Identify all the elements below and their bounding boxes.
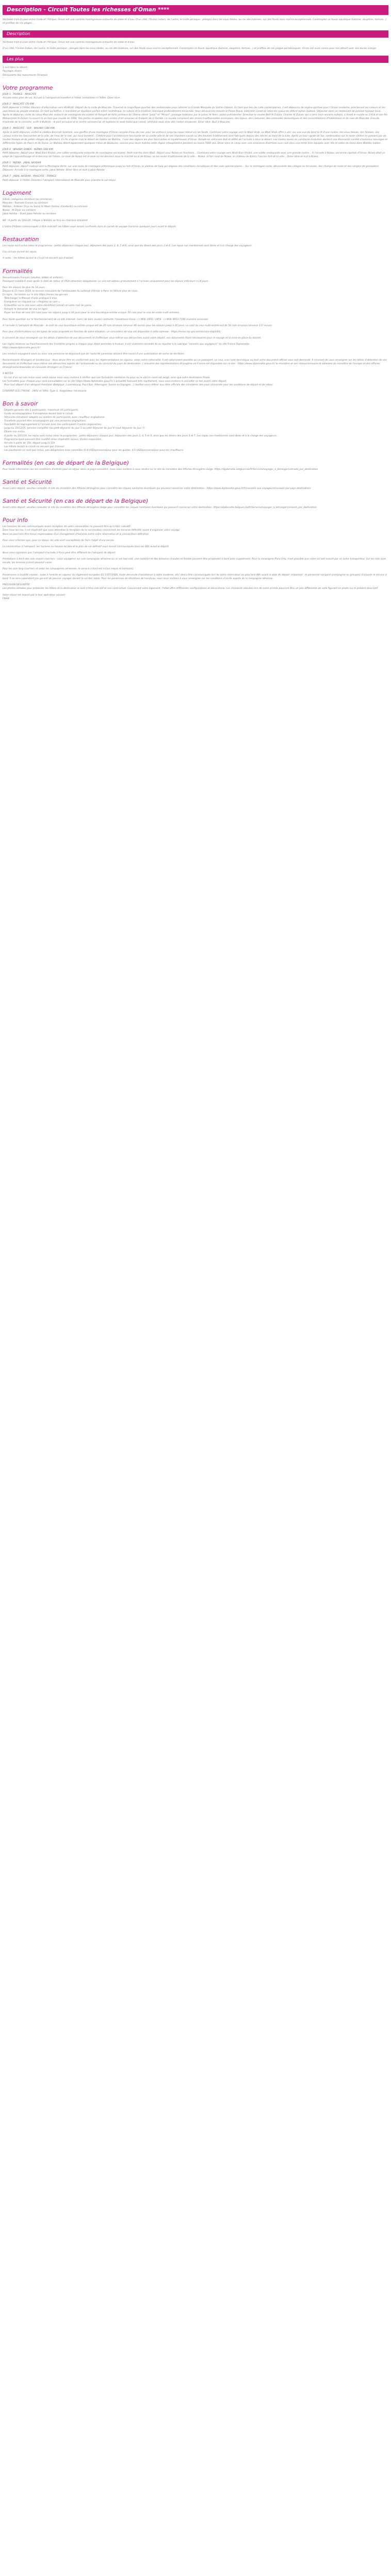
bon-savoir-item: - Possibilité de regroupement à l'arrivée avec des participants d'autres organismes. xyxy=(3,423,102,427)
sante-text: Avant votre départ, veuillez consulter le site du ministère des Affaires étrangères pour connaître les risques sanitaires éventuels qui peuvent concerner votre destination : https://www.diplomatie.gouv.fr/fr/conseils-aux-voyageurs/conseils-par-pays-destination/ xyxy=(3,487,311,490)
bon-savoir-item: - Véhicules climatisés adaptés au nombre de participants, avec chauffeur anglophone. xyxy=(3,416,105,419)
day-title: JOUR 7 : JABAL AKHDAR - MASCATE - FRANCE xyxy=(3,175,57,178)
formalites-belgique-heading: Formalités (en cas de départ de la Belgique) xyxy=(3,460,129,467)
formalites-line: Les règles relatives au franchissement des frontières propres à chaque pays étant amenées à évoluer, il est vivement conseillé de se reporter à la rubrique "conseils aux voyageurs" du site France Diplomatie. xyxy=(3,343,250,346)
formalites-line: - Remplir le demande de visa en ligne xyxy=(3,308,48,311)
logement-line: Mascate : Ramada Encore ou similaire xyxy=(3,201,48,205)
formalites-line: COURANT ELECTRIQUE : 240V et 50Hz. Type G. Adaptateur nécessaire. xyxy=(3,389,87,393)
programme-day xyxy=(3,175,388,182)
pour-info-line: Votre séjour est assuré par le tour opérateur suivant : xyxy=(3,594,67,597)
plus-section-title: Les plus xyxy=(3,56,388,63)
bon-savoir-item: - Guide accompagnateur francophone durant tout le circuit. xyxy=(3,413,74,415)
pour-info-line: Nous vous signalons que l'aéroport d'arrivée à Paris peut être différent de l'aéroport de départ. xyxy=(3,551,116,554)
programme-day xyxy=(3,93,388,100)
diplomatie-link[interactable]: https://www.diplomatie.gouv.fr/ xyxy=(3,346,40,349)
pour-info-line: Les photos utilisées pour présenter les hôtels et la destination le sont à titre indicatif et non contractuel. Concernant votre logement, l'hôtel offre différentes configurations et décorations. Les chambres allouées lors de votre arrivée pourront être un peu différentes de celle figurant en photo sur le présent descriptif. xyxy=(3,587,379,590)
restauration-text: Eau incluse durant les repas. xyxy=(3,251,37,254)
formalites-block xyxy=(3,276,388,393)
logement-line: Jabal Akhdar : Dusit Jabal Akhdar ou similaire xyxy=(3,213,56,215)
day-text: Arrivée selon plan de vol. Accueil à l'aéroport et transfert à l'hôtel. Installation à l'hôtel. Dîner libre. xyxy=(3,96,121,99)
formalites-heading: Formalités xyxy=(3,267,32,275)
logement-note: NB : A partir du 10/1/26, l'étape à Wahiba se fera en chambre standard. xyxy=(3,219,88,223)
restauration-text: Les repas sont inclus selon le programme : petits-déjeuners chaque jour, déjeuners des jours 2, 4, 5 et 6, ainsi que les dîners des jours 3 et 6. Les repas non mentionnés sont libres et à la charge des voyageurs. xyxy=(3,245,253,248)
day-text: Après le petit déjeuner, visitez le célèbre Bimmah Sinkhole, une gouffre d'une montagne d'Oman remplie d'eau de mer, pour les visiteurs jusqu'au repas relevé via les fonds. Continuez votre voyage vers le Wadi Shab. Le Wadi Shab offre à voir, sur une vue du bord le lit d'une rivière, ses eaux bleues, ses falaises, ses canaux entre les fascinantes de la ville, de l'eau de la mer, qui nous bordent... Célèbre pour l'architecture fascinante de sa vieille ville et de ses chantiers navals où des boutres traditionnels sont fabriqués depuis des siècles au bord de la baie. Après un tour rapide de Sur, continuation sur la route côtière en passant par de hautes falaises et de petits villages de pêcheurs. En fin d'après-midi le désert de Sables de Wahiba - l'une des régions les plus fascinantes et mystérieuses d'Oman. Balade en véhicules 4x4 et défilé de l'arrivée à dans le désert. Les vastes dunes en constante évolution abritent une étonnante variété d'animaux sauvages et différentes types de fleurs et de faune. Le Wahiba désiré également quelques tribus de Bédouins, connus pour leurs habiles cette région inhospitalière pendant au moins 7000 ans. Dîner dans le camp avec une ambiance divertisse suivi nuit dans une tente bien équipée avec liés et salles de bains dans Wahiba Sables. xyxy=(3,131,388,145)
bon-savoir-item: - Les pourboires ne sont pas inclus, pas obligatoires mais conseillés (6-8 USD/personne/jour pour les guides, 4-5 USD/personne/jour pour les chauffeurs). xyxy=(3,449,184,452)
formalites-line: - En cas d'un vol non inclus avec votre séjour nous vous invitons à vérifier que vos formalités sanitaires du pays ou le vaccin covid est exigé, ainsi que votre destination finale. xyxy=(3,376,210,379)
plus-list xyxy=(3,66,388,77)
bon-savoir-heading: Bon à savoir xyxy=(3,400,38,407)
day-title: JOUR 3 : MASCATE - SUR - WAHIBA (340 KM) xyxy=(3,127,55,130)
formalites-line: Depuis le 21 mars 2018, le service consulaire de l'ambassade du sultanat d'Oman à Paris ne délivre plus de visas. xyxy=(3,290,138,293)
bon-savoir-item: - Jusqu'au 20/12/25, pension complète (du petit-déjeuner du jour 2 au petit déjeuner du jour 8 (sauf déjeuner du jour 7). xyxy=(3,427,146,430)
bon-savoir-item: - Départs garantis dès 2 participants, maximum 40 participants. xyxy=(3,409,79,412)
description-section-title: Description xyxy=(3,30,388,38)
day-title: JOUR 5 : NIZWA - JABAL AKHDAR xyxy=(3,162,41,165)
pour-info-line: Les horaires de vols communiqués avant réception de votre convocation ne peuvent être qu'à titre indicatif. xyxy=(3,526,131,529)
formalites-belgique-text: Pour toute information sur les conditions d'entrée pour un séjour dans ce pays considéré, nous vous invitons à vous rendre sur le site du ministère des Affaires étrangères belge. https://diplomatie.belgium.be/fr/Services/voyager_a_letranger/conseils_par_destination xyxy=(3,468,318,471)
formalites-line: - S'identifier sur le site avec votre identifiant (email) et votre mot de passe xyxy=(3,304,92,308)
formalites-line: - Pour tout départ d'un aéroport frontalier (Belgique, Luxembourg, Pays-Bas, Allemagne, Suisse ou Espagne...) veuillez vous référer aux sites officiels des ministères des pays concernés pour les conditions de départ et de retour. xyxy=(3,383,274,386)
pour-info-line: PRÉCISION DESCRIPTIF xyxy=(3,584,30,587)
pour-info-line: La convocation à l'aéroport, les horaires en heures locales et le plan de vol définitif vous seront communiqués dans les 48h avant le départ. xyxy=(3,545,169,548)
pour-info-line: Pour les vols long-courriers et selon les compagnies aériennes, le service à bord est inclus (repas et boissons). xyxy=(3,568,134,571)
bon-savoir-item: - A partir du 10/1/26, les repas sont inclus selon le programme : petits-déjeuners chaque jour, déjeuners des jours 2, 4, 5 et 6, ainsi que les dîners des jours 3 et 7. Les repas non mentionnés sont libres et à la charge des voyageurs. xyxy=(3,434,278,437)
intro-text: Véritable trait d'union entre l'Inde et l'Afrique, Oman est une contrée montagneuse entourée de sable et d'eau. D'un côté, l'Océan Indien, de l'autre, le Golfe persique ; plongez dans les eaux tièdes, au ras des baleines, sur des fonds sous-marins exceptionnels. Contemplez sa faune aquatique (baleine, dauphins, tortues...) et profitez de ces plages ... xyxy=(3,19,387,25)
formalites-line: A NOTER xyxy=(3,372,13,376)
restauration-block xyxy=(3,244,388,260)
logement-line: Nizwa : Al Diyar ou similaire xyxy=(3,209,36,212)
logement-block xyxy=(3,198,388,229)
formalites-line: Passeport valable 6 mois après la date de retour et VISA obtention obligatoires. Le visa est obtenu gratuitement à l'arrivée uniquement pour les séjours inférieurs à 14 jours. xyxy=(3,280,209,283)
bon-savoir-item: - Transferts pouvant être accompagnés par une personne anglophone. xyxy=(3,420,87,423)
formalites-line: Pour plus d'informations sur les types de visas proposés en fonction de votre situation, un simulateur de visa est disponible à cette adresse : https://evisa.rop.gov.om/en/visa-eligibility xyxy=(3,330,221,333)
page-title: Description - Circuit Toutes les richesses d'Oman **** xyxy=(3,5,388,15)
restauration-text: A noter : les hôtels durant le circuit ne servent pas d'alcool. xyxy=(3,257,74,260)
page xyxy=(0,5,391,606)
formalites-line: Ressortissants français (adultes, bébés et enfants) : xyxy=(3,276,64,279)
formalites-line: - Télécharger le Manuel d'aide pratique E-Visa xyxy=(3,297,57,300)
description-text-1: Véritable trait d'union entre l'Inde et l'Afrique, Oman est une contrée montagneuse entourée de sable et d'eau. xyxy=(3,41,135,44)
logement-line: Wahiba : Arabian Oryx ou Sama Al Wasil (tentes standards) ou similaire xyxy=(3,205,88,208)
bon-savoir-item: - Les hôtels durant le circuit ne servent pas d'alcool. xyxy=(3,445,65,448)
programme-day xyxy=(3,161,388,172)
pour-info-heading: Pour info xyxy=(3,517,28,524)
formalites-line: Pour les séjours de plus de 14 jours : xyxy=(3,286,46,289)
day-text: Petit déjeuner à l'hôtel. Réunion d'information vers 8h/8h30. Départ de la visite de Mascate. Travervé le magnifique quartier des ambassades pour admirer la Grande Mosquée du Sultan Qaboos. En tant que lieu de culte contemporain, il est dépourvu de repère spirituel pour l'Oman moderne, proclamant les valeurs et les aspirations du peuple omanais. En tant qu'édifice, il maintient un équilibre parfait entre l'esthétique, la culture et la tradition islamique profondément enracinée. Vous découvrirez ensuite le Palais Royal, bâtiment construit selon les voeux du défunt sultan Qaboos. Déjeuner dans un restaurant de poisson typique local. Après le déjeuner, visite du vieux Mascate, entouré de montagnes escarpées et flanqué de forts jumeaux du 16ème siècle "Jalali" et "Mirani", passage extérieur par le palais Al Alam, palais présidentiel. Direction le musée Beit Al Zubair, Charles Al Zubair, qui a servi trois anciens sultans, a fondé le musée en 1914 et son fils Mohammed Al Zubair l'a ouvert le en tant que musée en 1998. Ses portes sculptées sont ornées d'art omanais et d'objets de la famille. Le musée comprend des armes traditionnelles omanaises, des bijoux, des costumes, des ustensiles domestiques et des reconstitutions d'habitations et de rues de Mascate. Ensuite, traversée de la corniche, arrêt à Muttrah : le port principal et le centre commercial, et explorez le souk historique coloré, véritable souk avec des ruelles sinueuses. Dîner libre. Nuit à Mascate. xyxy=(3,106,387,124)
pour-info-line: Nous ne pourrons être tenus responsables d'un changement d'horaires entre votre réservation et la convocation définitive. xyxy=(3,533,150,536)
bon-savoir-item: - Dîners non inclus. xyxy=(3,431,26,434)
plus-item: Paysages divers xyxy=(3,70,22,73)
tour-operator-name: FRAM xyxy=(3,597,9,600)
logement-line: Hôtels catégories standard (ou similaires) : xyxy=(3,198,54,201)
plus-item: Découverte des monuments Omanais xyxy=(3,74,48,77)
restauration-heading: Restauration xyxy=(3,236,39,243)
bon-savoir-item: - Programme basé pouvant être modifié selon impératifs locaux. Visites respectées. xyxy=(3,438,102,441)
formalites-line: Pour toute question sur le fonctionnement de ce site internet, merci de bien vouloir contacter l'assistance évisa : (+968) 2456 / 2456 : (+968) 9953 7194 (numéro omanais). xyxy=(3,318,209,321)
description-text-2: D'un côté, l'Océan Indien, de l'autre, le Golfe persique ; plongez dans les eaux tièdes, au ras des baleines, sur des fonds sous-marins exceptionnels. Contemplez sa faune aquatique (baleine, dauphins, tortues...) et profitez de ces plages paradisiaques. Oman est aussi connu pour son désert avec ses dunes orange. xyxy=(3,47,377,50)
day-title: JOUR 4 : WAHIBA SANDS - NIZWA (300 KM) xyxy=(3,148,54,151)
programme-day xyxy=(3,103,388,125)
logement-note: L'ordre d'hôtels communiqués à titre indicatif, les hôtels vous seront confirmés dans le carnet de voyage transmis quelques jours avant le départ. xyxy=(3,226,176,229)
bon-savoir-list xyxy=(3,409,388,452)
day-text: Petit déjeuner, départ pour Wadi Bani Khalid, une vallée verdoyante entourée de montagnes escarpées. Petit marche dans Wadi. Départ pour Nizwa en fonctions... Continuez votre voyage vers Wadi Bani Khalid, une vallée verdoyante avec une grande rivière... À l'arrivée à Nizwa, ancienne capitale d'Oman, Nizwa était un siège de l'apprentissage et le berceau de l'Islam. Le souk de Nizwa est le souk où les derniers nous le marché local de Nizwa, où les souks traditionnels de la ville... Nizwa, le fort rond de Nizwa, le château de Bahla, l'ancien fort de la ville... Dîner libre et nuit à Nizwa. xyxy=(3,151,385,159)
pour-info-line: Pour vous informer que, pour ce séjour, les vols sont susceptibles de faire l'objet d'une escale. xyxy=(3,539,115,542)
pour-info-line: Dans tous les cas, il est impératif que vous attendiez la réception de la convocation concernant les horaires définitifs avant d'organiser votre voyage. xyxy=(3,529,181,532)
programme-day xyxy=(3,127,388,145)
sante-belgique-heading: Santé et Sécurité (en cas de départ de la Belgique) xyxy=(3,498,149,505)
bon-savoir-item: - Arrivée à partir de 15h, départ jusqu'à 12h. xyxy=(3,442,56,445)
pour-info-block xyxy=(3,525,388,600)
formalites-line: En ligne : Se rendre sur le site https://evisa.rop.gov.om xyxy=(3,293,68,296)
day-text: Petit déjeuner, départ matinal vers la Montagne Verte, sur une route de montagne pittoresque jusqu'au toit d'Oman, le plateau de Saïq qui dispose des conditions climatiques et des vues spectaculaires... Sur la montagne verte, découverte des villages en terrasses, des champs de roses et des vergers de grenadiers. Déjeuner. Arrivée à la montagne verte, Jabal Akhdar. Dîner libre et nuit à Jabal Akhdar. xyxy=(3,165,380,172)
description-block xyxy=(3,41,388,50)
day-title: JOUR 2 : MASCATE (70 KM) xyxy=(3,103,35,106)
formalites-line: Les mineurs voyageant seuls ou avec une personne ne disposant pas de l'autorité parentale doivent être munis d'une autorisation de sortie de territoire. xyxy=(3,353,185,356)
pour-info-line: Prestations à bord des vols moyen-courriers : vous voyagerez sur une compagnie aérienne ou un vol low-cost, une collation et des boissons chaudes et froides peuvent être proposées à bord avec supplément. Pour la compagnie Paris-Orly, il est possible que votre vol soit assuré par un autre transporteur. Sur les vols avec escale, les services à bord peuvent varier. xyxy=(3,557,386,564)
sante-belgique-text: Avant votre départ, veuillez consulter le site du ministère des Affaires étrangères belge pour connaître les risques sanitaires éventuels qui peuvent concerner votre destination. https://diplomatie.belgium.be/fr/Services/voyager_a_letranger/conseils_par_destination xyxy=(3,506,317,510)
formalites-line: Les formalités pour chaque pays sont consultables sur le site https://www.diplomatie.gouv.fr/ L'actualité évoluant très rapidement, nous vous invitons à consulter ce lien avant votre départ. xyxy=(3,380,227,383)
programme-day xyxy=(3,148,388,159)
plus-item: 1 nuit dans le désert xyxy=(3,66,27,70)
logement-heading: Logement xyxy=(3,189,31,196)
day-title: JOUR 1 : FRANCE - MASCATE xyxy=(3,93,37,96)
programme-heading: Votre programme xyxy=(3,84,53,91)
formalites-line: A l'arrivée à l'aéroport de Mascate : le coût du visa touristique entrée unique est de 20 rials omanais (environ 46 euros) pour les séjours jusqu'à 30 jours. Le coût du visa multi-entrée est de 50 rials omanais (environ 117 euros). xyxy=(3,324,273,327)
formalites-line: Ressortissants étrangers et binationaux : Vous devez être en conformité avec les réglementations en vigueur, selon votre nationalité. Il est notamment possible qu'un passeport, un visa, une carte touristique ou tout autre document officiel vous soit demandé. Il convient de vous renseigner sur les délais d'obtention de vos documents et d'effectuer vous-même vos démarches auprès de l'ambassade ou du consulat du pays de destination. L'annuaire des représentations étrangères en France est disponible sur ce lien : https://www.diplomatie.gouv.fr/ le ministère et son réseau/annuaire et adresses du ministère de l'europe et des affaires étrangères/ambassades et consulats étrangers en France/ xyxy=(3,359,387,369)
sante-heading: Santé et Sécurité xyxy=(3,479,52,486)
formalites-line: Il convient de vous renseigner sur les délais d'obtention de vos documents et d'effectuer vous-même vos démarches avant votre départ, vos documents étant nécessaires pour le voyage et la mise en place du dossier. xyxy=(3,336,262,340)
formalites-line: - Enregistrer en cliquant sur « Register as user » xyxy=(3,301,60,304)
pour-info-line: Provenance à modifié valable : suite à l'entrée en vigueur du règlement européen EU 1107/2006, toute demande d'assistance à notre moderne, etc) devra être communiquée lors de votre réservation au plus tard 48h avant la date de départ. Important : le personnel navigant (compagnie ou groupes) d'assurer le service à bord. Il ne sera cependant pas garanti de pouvoir voyager durant le vol des repas. Pour les personnes de situations de handicap, nous vous invitons à vous renseigner sur les conditions d'accès auprès de la compagnie aérienne. xyxy=(3,574,387,581)
formalites-line: - Payer les frais de visa (20 rials) pour les séjours jusqu'à 30 jours pour le visa touristique entrée unique; 50 rials pour le visa de visite multi entrées). xyxy=(3,312,181,315)
day-text: Petit déjeuner à l'hôtel. Direction l'aéroport international de Mascate pour prendre le vol retour. xyxy=(3,179,117,182)
